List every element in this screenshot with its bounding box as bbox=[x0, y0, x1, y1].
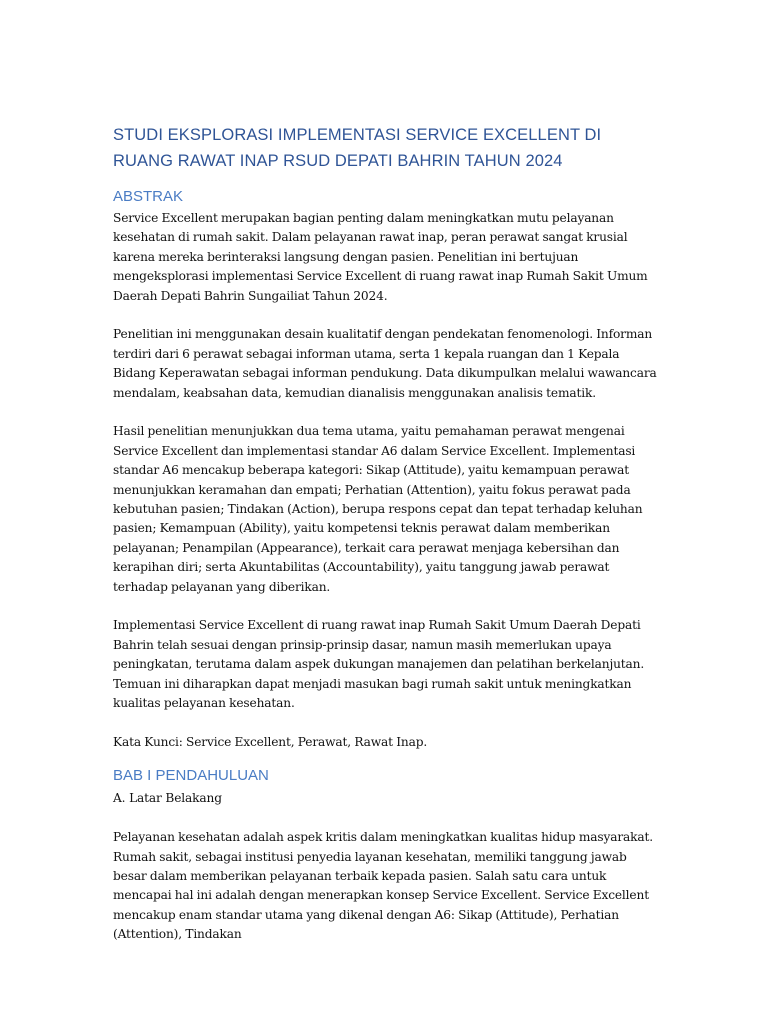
abstract-paragraph: Penelitian ini menggunakan desain kualitatif dengan pendekatan fenomenologi. Informan terdiri dari 6 perawat sebagai informan utama, serta 1 kepala ruangan dan 1 Kepala Bidang Keperawatan sebagai informan pendukung. Data dikumpulkan melalui wawancara mendalam, keabsahan data, kemudian dianalisis menggunakan analisis tematik. bbox=[113, 327, 657, 400]
document-body bbox=[113, 122, 658, 945]
chapter-heading: BAB I PENDAHULUAN bbox=[113, 767, 269, 785]
document-title: STUDI EKSPLORASI IMPLEMENTASI SERVICE EXCELLENT DI RUANG RAWAT INAP RSUD DEPATI BAHRIN TAHUN 2024 bbox=[113, 126, 602, 170]
abstract-heading: ABSTRAK bbox=[113, 188, 184, 205]
abstract-paragraph: Implementasi Service Excellent di ruang rawat inap Rumah Sakit Umum Daerah Depati Bahrin telah sesuai dengan prinsip-prinsip dasar, namun masih memerlukan upaya peningkatan, terutama dalam aspek dukungan manajemen dan pelatihan berkelanjutan. Temuan ini diharapkan dapat menjadi masukan bagi rumah sakit untuk meningkatkan kualitas pelayanan kesehatan. bbox=[113, 618, 645, 711]
abstract-paragraph: Service Excellent merupakan bagian penting dalam meningkatkan mutu pelayanan kesehatan di rumah sakit. Dalam pelayanan rawat inap, peran perawat sangat krusial karena mereka berinteraksi langsung dengan pasien. Penelitian ini bertujuan mengeksplorasi implementasi Service Excellent di ruang rawat inap Rumah Sakit Umum Daerah Depati Bahrin Sungailiat Tahun 2024. bbox=[113, 211, 648, 303]
abstract-paragraph: Hasil penelitian menunjukkan dua tema utama, yaitu pemahaman perawat mengenai Service Excellent dan implementasi standar A6 dalam Service Excellent. Implementasi standar A6 mencakup beberapa kategori: Sikap (Attitude), yaitu kemampuan perawat menunjukkan keramahan dan empati; Perhatian (Attention), yaitu fokus perawat pada kebutuhan pasien; Tindakan (Action), berupa respons cepat dan tepat terhadap keluhan pasien; Kemampuan (Ability), yaitu kompetensi teknis perawat dalam memberikan pelayanan; Penampilan (Appearance), terkait cara perawat menjaga kebersihan dan kerapihan diri; serta Akuntabilitas (Accountability), yaitu tanggung jawab perawat terhadap pelayanan yang diberikan. bbox=[113, 424, 643, 594]
keywords: Kata Kunci: Service Excellent, Perawat, Rawat Inap. bbox=[113, 734, 428, 749]
section-subheading: A. Latar Belakang bbox=[113, 791, 222, 806]
chapter-paragraph: Pelayanan kesehatan adalah aspek kritis dalam meningkatkan kualitas hidup masyarakat. Rumah sakit, sebagai institusi penyedia layanan kesehatan, memiliki tanggung jawab besar dalam memberikan pelayanan terbaik kepada pasien. Salah satu cara untuk mencapai hal ini adalah dengan menerapkan konsep Service Excellent. Service Excellent mencakup enam standar utama yang dikenal dengan A6: Sikap (Attitude), Perhatian (Attention), Tindakan bbox=[113, 830, 653, 942]
